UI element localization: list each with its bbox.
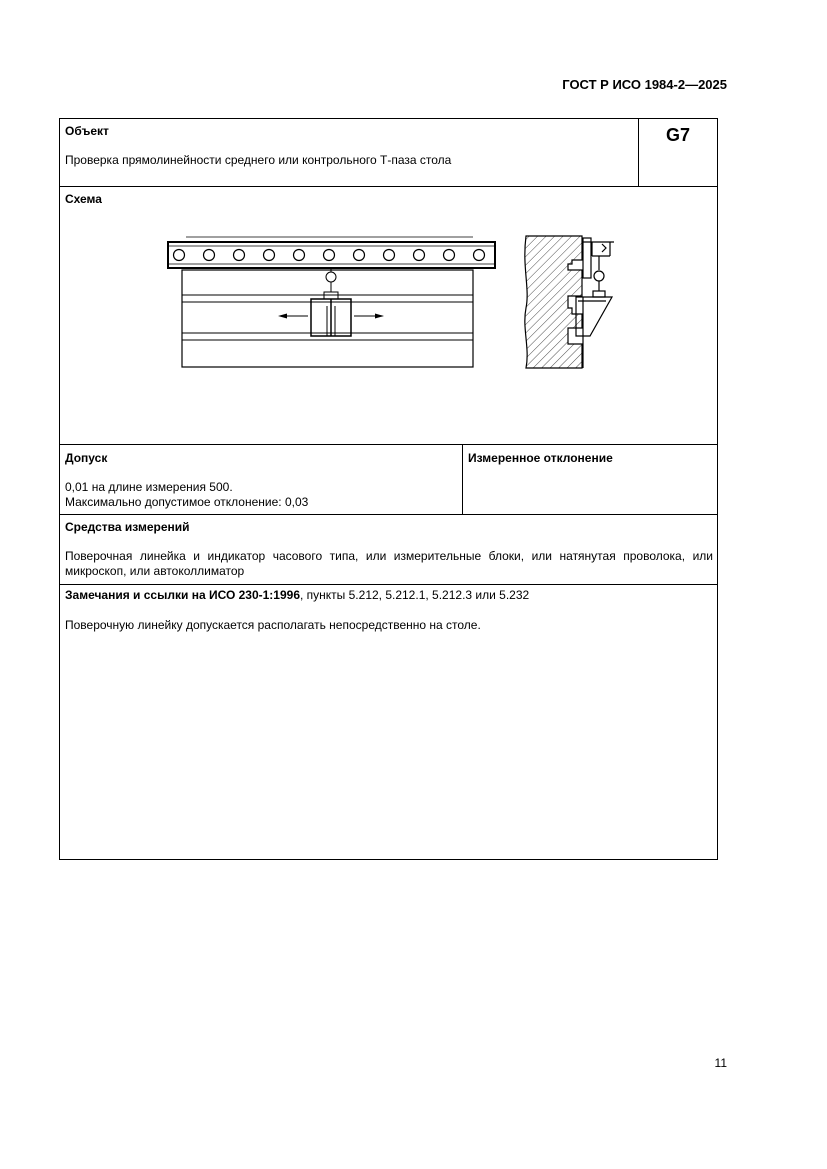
instruments-text: Поверочная линейка и индикатор часового типа, или измерительные блоки, или натянутая проволока, или микроскоп, или автоколлиматор	[65, 549, 713, 578]
remarks-label: Замечания и ссылки на ИСО 230-1:1996	[65, 588, 300, 602]
instruments-label: Средства измерений	[65, 520, 190, 534]
remarks-heading	[65, 588, 529, 603]
scheme-label: Схема	[65, 192, 102, 206]
page-number: 11	[714, 1056, 727, 1070]
remarks-text: Поверочную линейку допускается располагать непосредственно на столе.	[65, 618, 481, 632]
check-code: G7	[665, 125, 690, 145]
remarks-references: , пункты 5.212, 5.212.1, 5.212.3 или 5.232	[300, 588, 530, 602]
object-text: Проверка прямолинейности среднего или контрольного Т-паза стола	[65, 153, 452, 167]
scheme-front-view	[160, 228, 500, 378]
tolerance-line-2: Максимально допустимое отклонение: 0,03	[65, 495, 309, 509]
object-label: Объект	[65, 124, 109, 138]
scheme-section-view	[520, 228, 620, 378]
tolerance-line-1: 0,01 на длине измерения 500.	[65, 480, 233, 494]
tolerance-label: Допуск	[65, 451, 108, 465]
measured-deviation-value[interactable]	[468, 480, 708, 508]
measured-deviation-label: Измеренное отклонение	[468, 451, 613, 465]
document-code: ГОСТ Р ИСО 1984-2—2025	[562, 77, 727, 92]
